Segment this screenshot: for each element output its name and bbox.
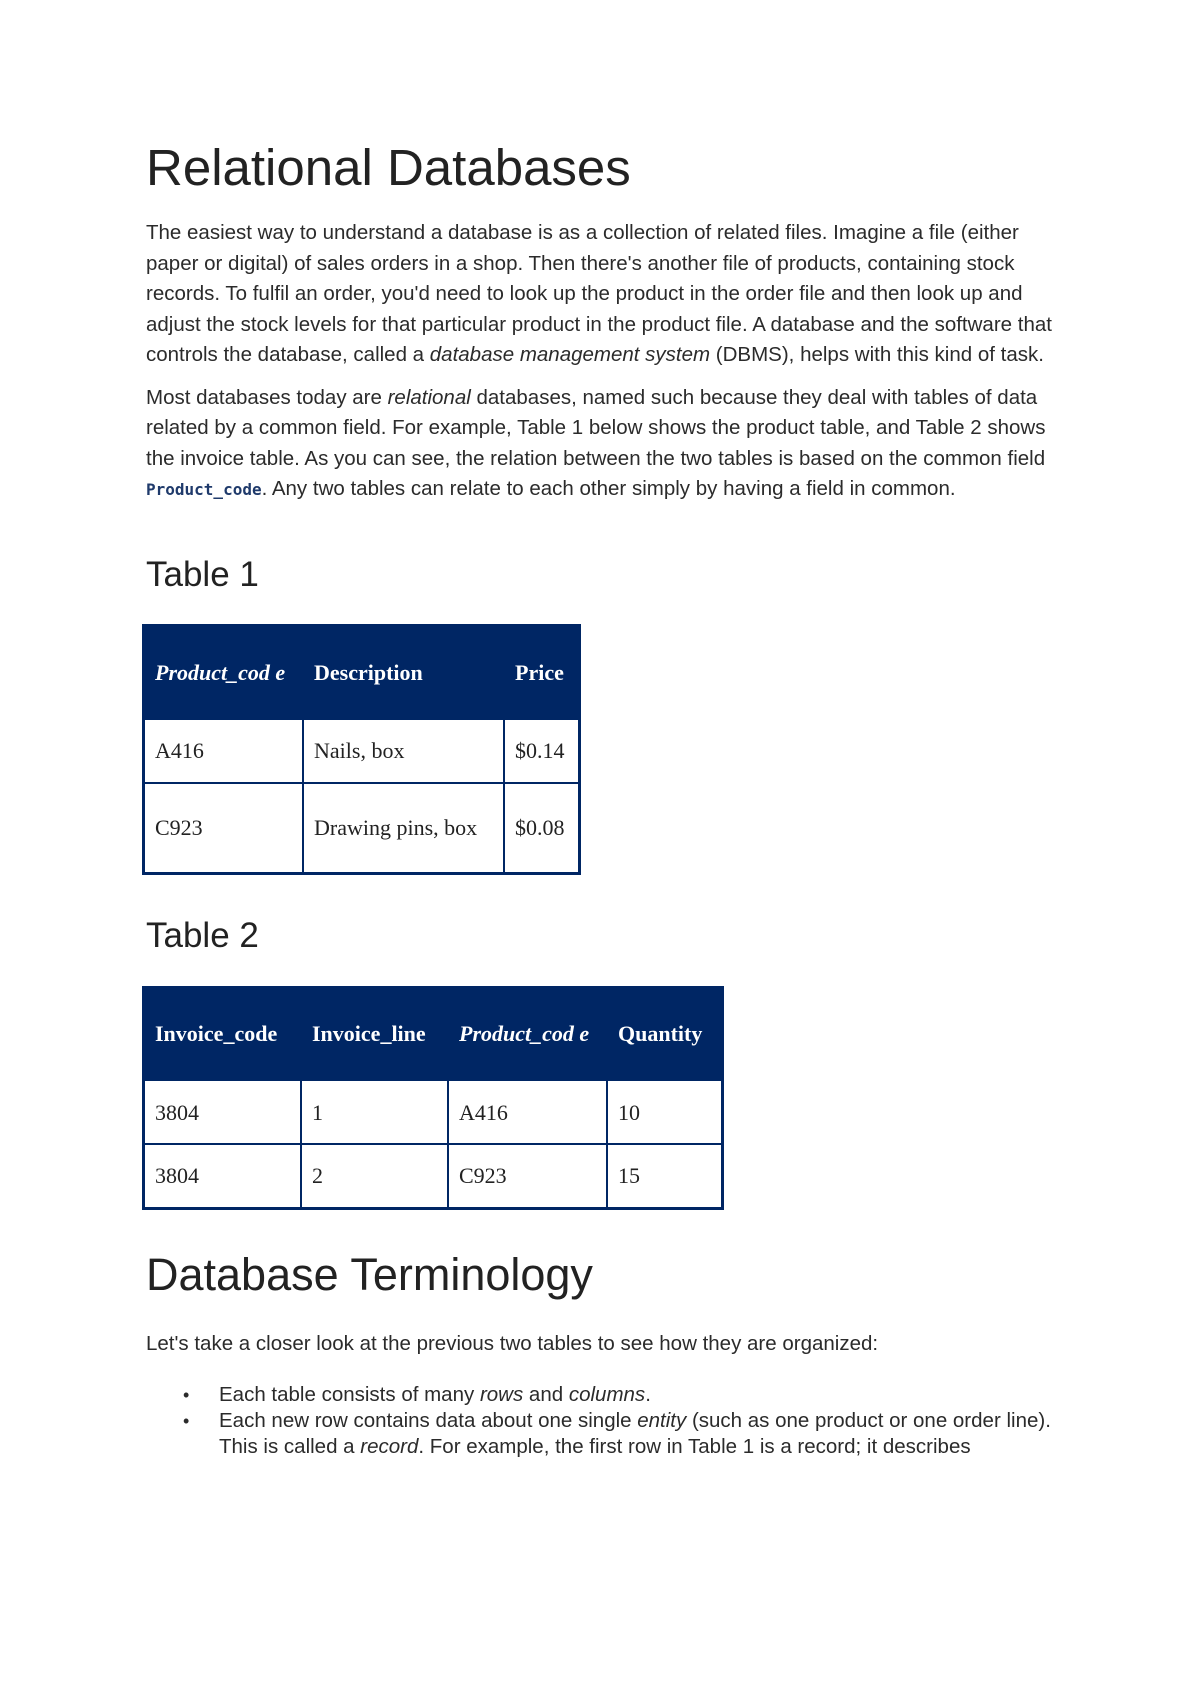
bullet-icon: • <box>183 1410 190 1431</box>
list-item <box>146 1408 1066 1460</box>
bullet-icon: • <box>183 1384 190 1405</box>
column-header: Price <box>504 626 580 719</box>
table-row <box>144 1080 723 1144</box>
column-header: Product_cod e <box>448 987 607 1080</box>
text: . For example, the first row in Table 1 is a record; it describes <box>418 1434 971 1458</box>
table-cell: 1 <box>301 1080 448 1144</box>
intro-paragraph-1 <box>146 218 1066 371</box>
list-item <box>146 1382 1066 1408</box>
table-cell: A416 <box>144 719 304 783</box>
page-title: Relational Databases <box>146 139 631 196</box>
text: Each table consists of many <box>219 1382 480 1406</box>
table-cell: 15 <box>607 1144 723 1208</box>
intro-paragraph-2 <box>146 383 1066 506</box>
text: Each new row contains data about one single <box>219 1408 638 1432</box>
emphasis: record <box>360 1434 419 1458</box>
table-cell: 2 <box>301 1144 448 1208</box>
invoice-table <box>142 986 724 1210</box>
table-cell: $0.08 <box>504 783 580 874</box>
table-cell: 3804 <box>144 1080 302 1144</box>
column-header: Description <box>303 626 504 719</box>
text: The easiest way to understand a database is as a collection of related files. Imagine a file (either paper or digital) of sales orders in a shop. Then there's another file of products, containing stock records. To fulfil an order, you'd need to look up the product in the order file and then look up and adjust the stock levels for that particular product in the product file. A database and the software that controls the database, called a <box>146 221 1052 367</box>
table-1-heading: Table 1 <box>146 554 259 594</box>
terminology-lead: Let's take a closer look at the previous two tables to see how they are organized: <box>146 1332 879 1356</box>
column-header: Product_cod e <box>144 626 304 719</box>
table-row <box>144 719 580 783</box>
table-header-row <box>144 626 580 719</box>
emphasis: rows <box>479 1382 524 1406</box>
text: databases, named such because they deal with tables of data related by a common field. For example, Table 1 below shows the product table, and Table 2 shows the invoice table. As you can see, the relation between the two tables is based on the common field <box>146 385 1046 470</box>
text: Most databases today are <box>146 385 388 409</box>
text: (such as one product or one order line). This is called a <box>219 1408 1051 1458</box>
table-cell: C923 <box>448 1144 607 1208</box>
column-header: Invoice_code <box>144 987 302 1080</box>
table-header-row <box>144 987 723 1080</box>
emphasis: relational <box>387 385 471 409</box>
text: . Any two tables can relate to each other simply by having a field in common. <box>261 477 956 501</box>
emphasis: entity <box>637 1408 687 1432</box>
inline-code: Product_code <box>146 480 262 500</box>
table-cell: Drawing pins, box <box>303 783 504 874</box>
table-cell: A416 <box>448 1080 607 1144</box>
table-cell: C923 <box>144 783 304 874</box>
table-cell: 10 <box>607 1080 723 1144</box>
table-row <box>144 783 580 874</box>
terminology-list <box>146 1382 1066 1460</box>
text: and <box>523 1382 569 1406</box>
column-header: Invoice_line <box>301 987 448 1080</box>
text: . <box>645 1382 651 1406</box>
emphasis: database management system <box>429 343 711 367</box>
column-header: Quantity <box>607 987 723 1080</box>
emphasis: columns <box>568 1382 646 1406</box>
table-cell: $0.14 <box>504 719 580 783</box>
text: (DBMS), helps with this kind of task. <box>710 343 1044 367</box>
terminology-heading: Database Terminology <box>146 1248 593 1300</box>
table-cell: 3804 <box>144 1144 302 1208</box>
table-row <box>144 1144 723 1208</box>
table-cell: Nails, box <box>303 719 504 783</box>
table-2-heading: Table 2 <box>146 916 259 956</box>
document-content <box>146 140 1066 1460</box>
product-table <box>142 624 581 875</box>
